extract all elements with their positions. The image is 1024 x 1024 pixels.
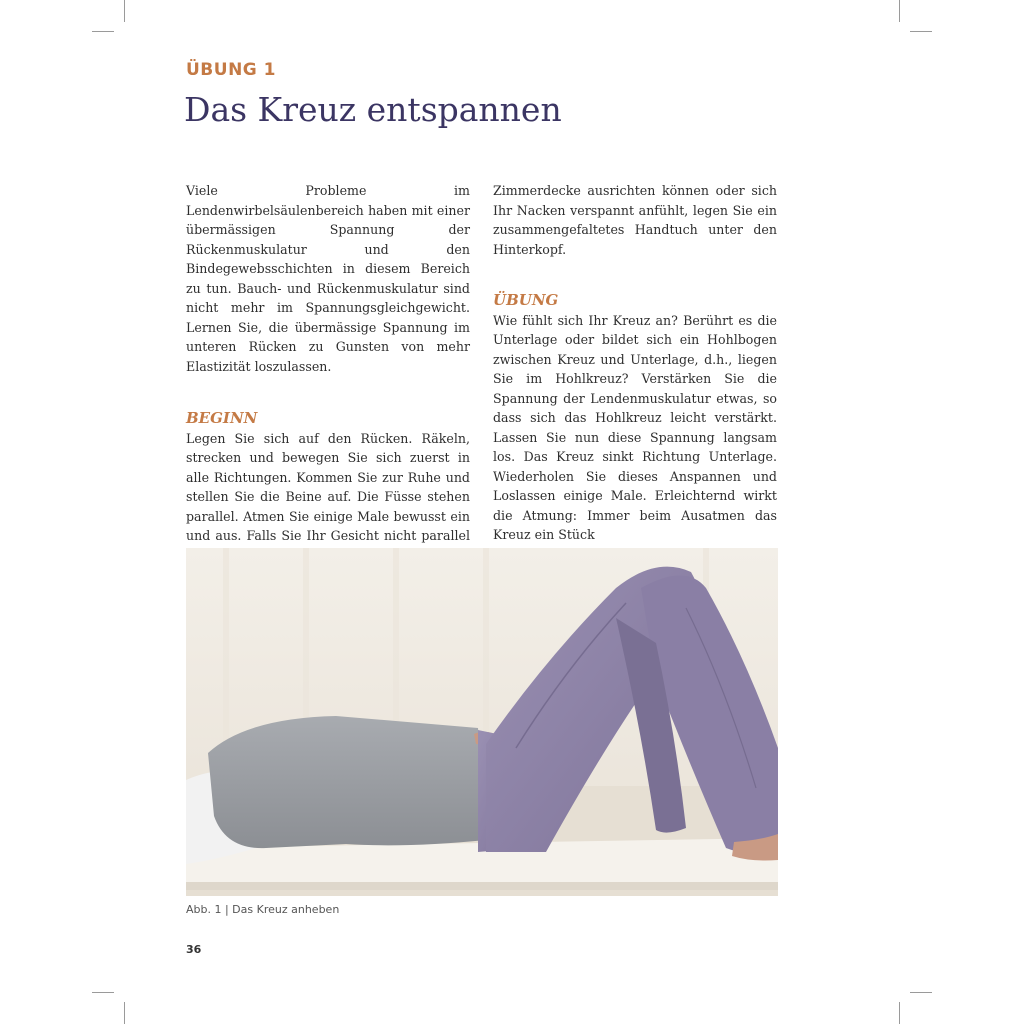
text-column-right xyxy=(493,181,777,545)
section-heading-beginn: BEGINN xyxy=(186,409,258,427)
uebung-paragraph: Wie fühlt sich Ihr Kreuz an? Berührt es die Unterlage oder bildet sich ein Hohlbogen zwischen Kreuz und Unterlage, d.h., liegen Sie im Hohlkreuz? Verstärken Sie die Spannung der Lendenmuskulatur etwas, so dass sich das Hohlkreuz leicht verstärkt. Lassen Sie nun diese Spannung langsam los. Das Kreuz sinkt Richtung Unterlage. Wiederholen Sie dieses Anspannen und Loslassen einige Male. Erleichternd wirkt die Atmung: Immer beim Ausatmen das Kreuz ein Stück xyxy=(493,312,777,542)
figure-caption: Abb. 1 | Das Kreuz anheben xyxy=(186,903,340,916)
exercise-photo-illustration xyxy=(186,548,778,896)
crop-mark-bottom-left xyxy=(124,1002,125,1024)
crop-mark-top-left-h xyxy=(92,31,114,32)
intro-paragraph: Viele Probleme im Lendenwirbelsäulenbereich haben mit einer übermässigen Spannung der Rückenmuskulatur und den Bindegewebsschichten in diesem Bereich zu tun. Bauch- und Rückenmuskulatur sind nicht mehr im Spannungsgleichgewicht. Lernen Sie, die übermässige Spannung im unteren Rücken zu Gunsten von mehr Elastizität loszulassen. xyxy=(186,183,470,374)
crop-mark-top-left xyxy=(124,0,125,22)
crop-mark-top-right xyxy=(899,0,900,22)
crop-mark-top-right-h xyxy=(910,31,932,32)
continuation-paragraph: Zimmerdecke ausrichten können oder sich Ihr Nacken verspannt anfühlt, legen Sie ein zusammengefaltetes Handtuch unter den Hinterkopf. xyxy=(493,183,777,257)
page-number: 36 xyxy=(186,943,202,956)
page-title: Das Kreuz entspannen xyxy=(184,90,562,129)
crop-mark-bottom-right xyxy=(899,1002,900,1024)
beginn-paragraph: Legen Sie sich auf den Rücken. Räkeln, strecken und bewegen Sie sich zuerst in alle Richtungen. Kommen Sie zur Ruhe und stellen Sie die Beine auf. Die Füsse stehen parallel. Atmen Sie einige Male bewusst ein und aus. Falls Sie Ihr Gesicht nicht parallel xyxy=(186,430,470,543)
text-column-left xyxy=(186,181,470,565)
section-heading-uebung: ÜBUNG xyxy=(493,291,559,309)
crop-mark-bottom-right-h xyxy=(910,992,932,993)
exercise-kicker: ÜBUNG 1 xyxy=(186,60,276,80)
exercise-photo xyxy=(186,548,778,896)
crop-mark-bottom-left-h xyxy=(92,992,114,993)
